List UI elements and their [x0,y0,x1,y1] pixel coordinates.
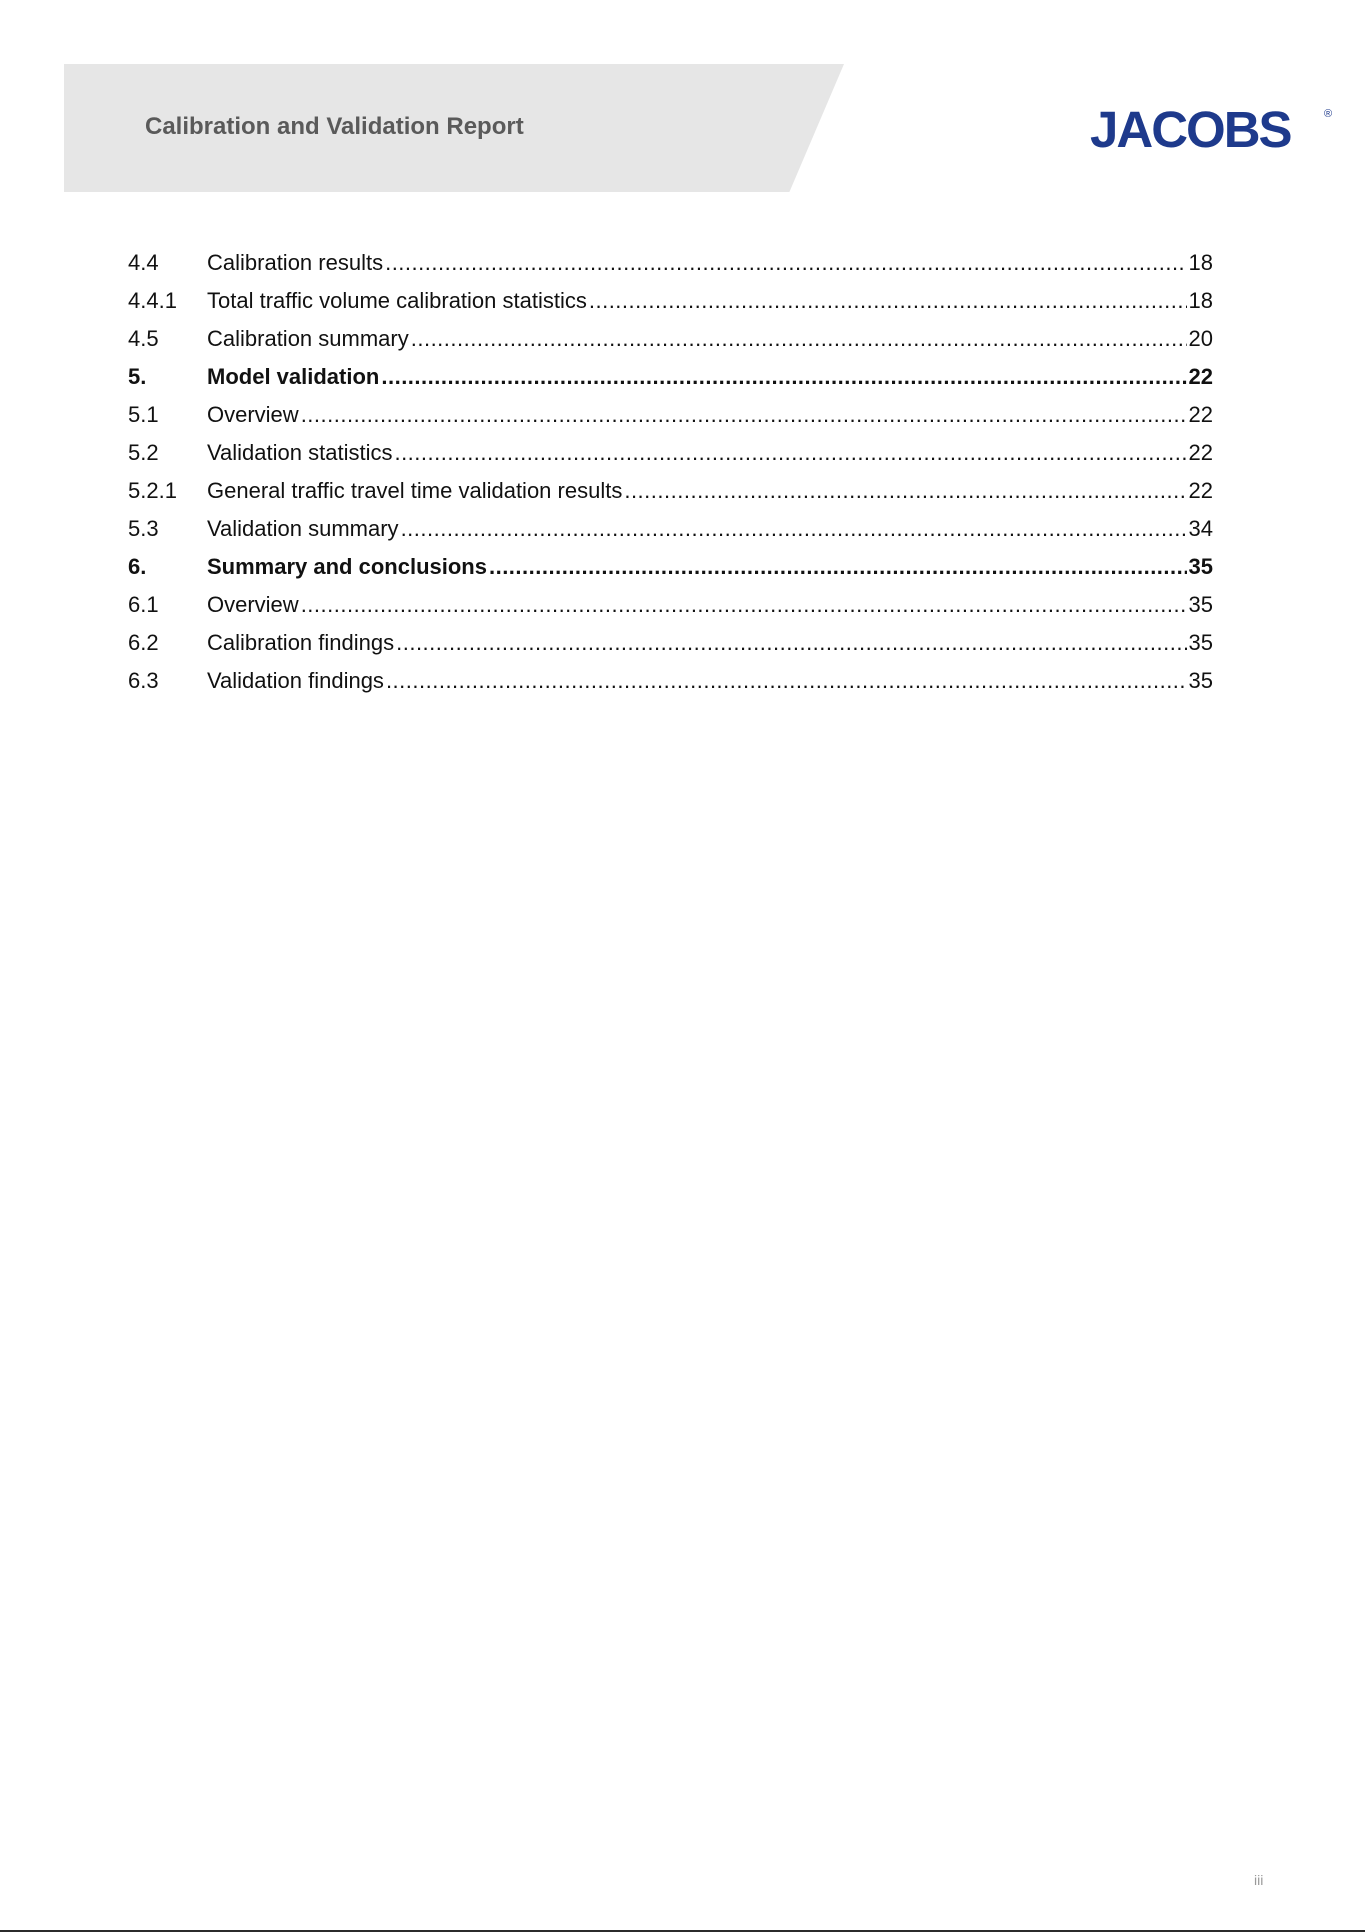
toc-entry-title: Calibration findings [207,630,395,655]
toc-entry-page: 34 [1188,516,1213,541]
toc-entry-title: Calibration summary [207,326,409,351]
toc-entry-number: 4.5 [128,326,159,351]
toc-entry-title: Validation findings [207,668,384,693]
toc-entry-page: 35 [1188,630,1213,655]
toc-entry-page: 35 [1188,592,1213,617]
toc-entry-5-3[interactable] [128,510,1213,548]
toc-entry-page: 35 [1188,554,1213,579]
toc-entry-number: 6.1 [128,592,159,617]
toc-entry-4-4[interactable] [128,244,1213,282]
toc-dot-leader [489,548,1187,586]
page-number: iii [1254,1872,1264,1888]
toc-entry-title: Calibration results [207,250,384,275]
toc-entry-6-1[interactable] [128,586,1213,624]
toc-dot-leader [589,282,1187,320]
toc-entry-number: 4.4.1 [128,288,177,313]
toc-entry-title: Validation statistics [207,440,393,465]
toc-entry-number: 5.2 [128,440,159,465]
toc-entry-page: 18 [1188,288,1213,313]
toc-entry-5-1[interactable] [128,396,1213,434]
toc-entry-5[interactable] [128,358,1213,396]
toc-entry-page: 22 [1188,478,1213,503]
toc-dot-leader [381,358,1186,396]
toc-entry-6-3[interactable] [128,662,1213,700]
toc-entry-page: 22 [1188,440,1213,465]
jacobs-logo: JACOBS [1090,101,1291,158]
toc-entry-page: 22 [1188,402,1213,427]
toc-entry-title: Overview [207,402,299,427]
toc-entry-title: Total traffic volume calibration statistics [207,288,587,313]
toc-entry-6-2[interactable] [128,624,1213,662]
toc-dot-leader [385,244,1186,282]
page-title: Calibration and Validation Report [145,113,524,140]
toc-dot-leader [301,586,1187,624]
toc-entry-page: 20 [1188,326,1213,351]
toc-entry-title: General traffic travel time validation results [207,478,623,503]
toc-dot-leader [396,624,1186,662]
toc-dot-leader [394,434,1186,472]
toc-entry-4-5[interactable] [128,320,1213,358]
toc-entry-number: 6.3 [128,668,159,693]
toc-entry-page: 22 [1188,364,1213,389]
toc-entry-4-4-1[interactable] [128,282,1213,320]
toc-dot-leader [386,662,1187,700]
toc-dot-leader [401,510,1187,548]
toc-entry-title: Summary and conclusions [207,554,487,579]
toc-entry-title: Validation summary [207,516,399,541]
toc-entry-6[interactable] [128,548,1213,586]
toc-entry-number: 4.4 [128,250,159,275]
toc-dot-leader [411,320,1187,358]
toc-entry-number: 6. [128,554,147,579]
toc-entry-page: 18 [1188,250,1213,275]
toc-entry-5-2-1[interactable] [128,472,1213,510]
toc-entry-title: Overview [207,592,299,617]
toc-entry-number: 5. [128,364,147,389]
toc-dot-leader [301,396,1187,434]
toc-entry-number: 5.1 [128,402,159,427]
table-of-contents [128,244,1213,700]
toc-entry-number: 5.2.1 [128,478,177,503]
toc-entry-number: 6.2 [128,630,159,655]
toc-entry-title: Model validation [207,364,380,389]
toc-entry-page: 35 [1188,668,1213,693]
toc-dot-leader [624,472,1186,510]
toc-entry-5-2[interactable] [128,434,1213,472]
toc-entry-number: 5.3 [128,516,159,541]
logo-registered-mark: ® [1324,108,1333,120]
